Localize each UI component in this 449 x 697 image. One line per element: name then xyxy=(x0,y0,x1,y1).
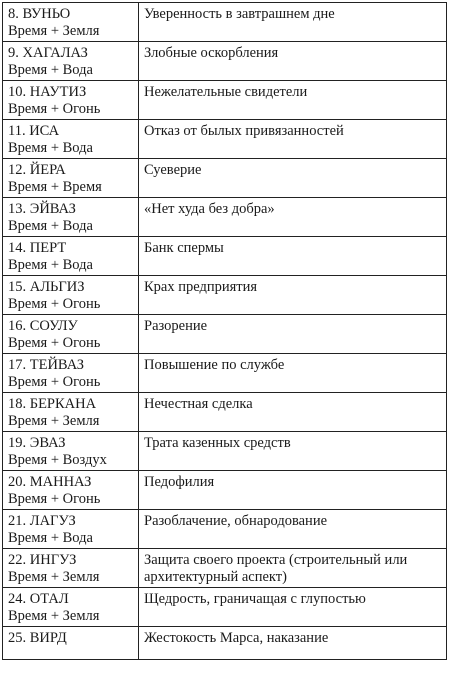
rune-meaning: «Нет худа без добра» xyxy=(144,201,275,217)
meaning-cell xyxy=(139,393,447,432)
meaning-cell xyxy=(139,432,447,471)
rune-name: 19. ЭВАЗ xyxy=(8,435,66,451)
rune-elements: Время + Огонь xyxy=(8,100,101,117)
rune-cell xyxy=(3,81,139,120)
meaning-cell xyxy=(139,588,447,627)
rune-cell xyxy=(3,549,139,588)
meaning-cell xyxy=(139,276,447,315)
rune-name: 16. СОУЛУ xyxy=(8,318,78,334)
rune-meaning: Жестокость Марса, наказание xyxy=(144,630,329,646)
rune-name: 12. ЙЕРА xyxy=(8,162,66,178)
rune-elements: Время + Огонь xyxy=(8,373,101,390)
rune-cell xyxy=(3,627,139,660)
rune-name: 9. ХАГАЛАЗ xyxy=(8,45,88,61)
table-row xyxy=(3,393,447,432)
rune-elements: Время + Земля xyxy=(8,412,100,429)
rune-cell xyxy=(3,354,139,393)
rune-cell xyxy=(3,276,139,315)
rune-elements: Время + Огонь xyxy=(8,334,101,351)
rune-elements: Время + Огонь xyxy=(8,295,101,312)
rune-elements: Время + Время xyxy=(8,178,102,195)
table-row xyxy=(3,471,447,510)
rune-elements: Время + Земля xyxy=(8,568,100,585)
table-row xyxy=(3,588,447,627)
rune-meaning: Щедрость, граничащая с глупостью xyxy=(144,591,366,607)
meaning-cell xyxy=(139,549,447,588)
rune-name: 18. БЕРКАНА xyxy=(8,396,97,412)
rune-elements: Время + Вода xyxy=(8,139,93,156)
table-row xyxy=(3,120,447,159)
rune-meaning: Повышение по службе xyxy=(144,357,285,373)
rune-name: 11. ИСА xyxy=(8,123,60,139)
meaning-cell xyxy=(139,510,447,549)
table-row xyxy=(3,549,447,588)
table-row xyxy=(3,81,447,120)
meaning-cell xyxy=(139,354,447,393)
rune-cell xyxy=(3,237,139,276)
rune-cell xyxy=(3,3,139,42)
rune-elements: Время + Вода xyxy=(8,256,93,273)
rune-name: 15. АЛЬГИЗ xyxy=(8,279,85,295)
rune-cell xyxy=(3,588,139,627)
meaning-cell xyxy=(139,120,447,159)
rune-meaning: Злобные оскорбления xyxy=(144,45,279,61)
rune-elements: Время + Земля xyxy=(8,607,100,624)
meaning-cell xyxy=(139,42,447,81)
rune-elements: Время + Земля xyxy=(8,22,100,39)
meaning-cell xyxy=(139,237,447,276)
rune-meaning: Отказ от былых привязанностей xyxy=(144,123,344,139)
rune-meaning: Банк спермы xyxy=(144,240,224,256)
meaning-cell xyxy=(139,627,447,660)
rune-meaning: Разоблачение, обнародование xyxy=(144,513,328,529)
table-row xyxy=(3,432,447,471)
rune-meaning: Защита своего проекта (строительный или архитектурный аспект) xyxy=(144,552,408,585)
rune-name: 24. ОТАЛ xyxy=(8,591,69,607)
meaning-cell xyxy=(139,3,447,42)
table-row xyxy=(3,627,447,660)
rune-meaning: Трата казенных средств xyxy=(144,435,291,451)
meaning-cell xyxy=(139,81,447,120)
rune-name: 13. ЭЙВАЗ xyxy=(8,201,76,217)
rune-cell xyxy=(3,159,139,198)
rune-name: 20. МАННАЗ xyxy=(8,474,92,490)
runes-table xyxy=(2,2,447,660)
rune-elements: Время + Вода xyxy=(8,61,93,78)
rune-meaning: Нечестная сделка xyxy=(144,396,253,412)
meaning-cell xyxy=(139,159,447,198)
rune-elements: Время + Вода xyxy=(8,529,93,546)
rune-cell xyxy=(3,393,139,432)
table-row xyxy=(3,276,447,315)
rune-cell xyxy=(3,432,139,471)
table-row xyxy=(3,237,447,276)
rune-name: 14. ПЕРТ xyxy=(8,240,67,256)
table-row xyxy=(3,159,447,198)
runes-table-body xyxy=(3,3,447,660)
rune-name: 21. ЛАГУЗ xyxy=(8,513,76,529)
rune-cell xyxy=(3,471,139,510)
rune-meaning: Разорение xyxy=(144,318,208,334)
rune-cell xyxy=(3,315,139,354)
rune-meaning: Крах предприятия xyxy=(144,279,258,295)
rune-meaning: Педофилия xyxy=(144,474,215,490)
meaning-cell xyxy=(139,315,447,354)
meaning-cell xyxy=(139,471,447,510)
table-row xyxy=(3,510,447,549)
table-row xyxy=(3,315,447,354)
rune-elements: Время + Вода xyxy=(8,217,93,234)
rune-cell xyxy=(3,198,139,237)
rune-name: 22. ИНГУЗ xyxy=(8,552,77,568)
table-row xyxy=(3,198,447,237)
rune-meaning: Уверенность в завтрашнем дне xyxy=(144,6,335,22)
rune-name: 25. ВИРД xyxy=(8,630,67,646)
rune-cell xyxy=(3,510,139,549)
table-row xyxy=(3,354,447,393)
table-row xyxy=(3,42,447,81)
meaning-cell xyxy=(139,198,447,237)
table-row xyxy=(3,3,447,42)
rune-name: 17. ТЕЙВАЗ xyxy=(8,357,85,373)
rune-meaning: Нежелательные свидетели xyxy=(144,84,308,100)
rune-name: 10. НАУТИЗ xyxy=(8,84,87,100)
rune-name: 8. ВУНЬО xyxy=(8,6,71,22)
rune-cell xyxy=(3,42,139,81)
rune-elements: Время + Воздух xyxy=(8,451,107,468)
rune-elements: Время + Огонь xyxy=(8,490,101,507)
rune-cell xyxy=(3,120,139,159)
rune-meaning: Суеверие xyxy=(144,162,202,178)
